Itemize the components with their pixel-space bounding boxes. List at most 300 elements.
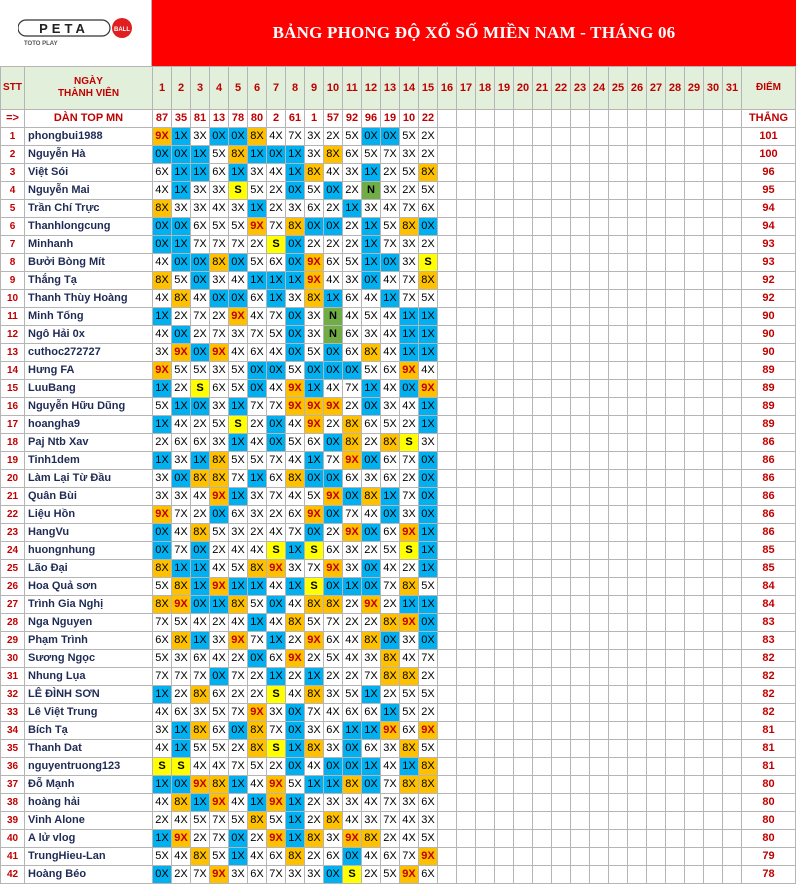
day-cell: 5X — [305, 182, 324, 200]
day-cell — [685, 200, 704, 218]
member-stt: 24 — [1, 542, 25, 560]
day-cell: 4X — [267, 164, 286, 182]
day-cell — [666, 488, 685, 506]
day-cell — [590, 398, 609, 416]
member-row — [1, 146, 796, 164]
member-stt: 31 — [1, 668, 25, 686]
day-cell: 0X — [153, 146, 172, 164]
day-cell — [552, 200, 571, 218]
day-cell: 0X — [324, 506, 343, 524]
day-cell: 2X — [343, 668, 362, 686]
day-cell — [457, 236, 476, 254]
day-cell: 1X — [419, 308, 438, 326]
day-cell — [666, 398, 685, 416]
day-cell: 9X — [400, 866, 419, 884]
day-cell — [704, 650, 723, 668]
day-cell — [571, 578, 590, 596]
day-cell — [590, 830, 609, 848]
member-row — [1, 218, 796, 236]
day-cell: 0X — [362, 524, 381, 542]
day-cell — [685, 650, 704, 668]
day-cell — [666, 182, 685, 200]
day-cell: 5X — [419, 290, 438, 308]
day-cell — [723, 200, 742, 218]
day-cell: 9X — [305, 398, 324, 416]
day-cell: 3X — [400, 254, 419, 272]
member-stt: 40 — [1, 830, 25, 848]
day-cell: 7X — [381, 236, 400, 254]
day-cell — [495, 560, 514, 578]
day-cell — [571, 632, 590, 650]
member-score: 86 — [742, 434, 796, 452]
day-cell: 5X — [381, 542, 400, 560]
prize-value — [609, 110, 628, 128]
day-cell: 7X — [267, 488, 286, 506]
day-cell: 2X — [267, 758, 286, 776]
day-cell — [514, 506, 533, 524]
day-cell: 1X — [229, 398, 248, 416]
day-cell: 5X — [248, 452, 267, 470]
day-cell — [647, 848, 666, 866]
day-cell — [609, 272, 628, 290]
day-cell — [723, 578, 742, 596]
day-cell — [704, 524, 723, 542]
day-cell: 6X — [210, 164, 229, 182]
day-cell — [628, 236, 647, 254]
header-day-10: 10 — [324, 67, 343, 110]
day-cell — [495, 434, 514, 452]
day-cell: 8X — [419, 164, 438, 182]
member-score: 93 — [742, 254, 796, 272]
prize-value — [571, 110, 590, 128]
day-cell: 5X — [324, 650, 343, 668]
day-cell: 6X — [381, 470, 400, 488]
day-cell — [704, 848, 723, 866]
day-cell: 7X — [381, 812, 400, 830]
prize-value — [495, 110, 514, 128]
day-cell — [685, 524, 704, 542]
day-cell — [704, 506, 723, 524]
day-cell — [533, 380, 552, 398]
day-cell: 3X — [153, 470, 172, 488]
day-cell: 1X — [153, 308, 172, 326]
day-cell — [533, 326, 552, 344]
day-cell: 8X — [305, 290, 324, 308]
day-cell: 5X — [419, 578, 438, 596]
day-cell — [514, 398, 533, 416]
day-cell: 0X — [286, 704, 305, 722]
day-cell: 1X — [191, 632, 210, 650]
day-cell: 3X — [267, 704, 286, 722]
member-name: Vinh Alone — [25, 812, 153, 830]
day-cell: 0X — [229, 722, 248, 740]
member-name: Ngô Hải 0x — [25, 326, 153, 344]
day-cell — [666, 164, 685, 182]
day-cell: 7X — [153, 614, 172, 632]
day-cell: 0X — [381, 128, 400, 146]
member-row — [1, 344, 796, 362]
title-bar — [152, 0, 796, 66]
day-cell — [609, 470, 628, 488]
day-cell — [647, 254, 666, 272]
day-cell: 9X — [248, 218, 267, 236]
day-cell — [533, 488, 552, 506]
day-cell: 0X — [324, 218, 343, 236]
member-name: nguyentruong123 — [25, 758, 153, 776]
day-cell: 8X — [419, 758, 438, 776]
member-score: 101 — [742, 128, 796, 146]
day-cell — [571, 866, 590, 884]
day-cell: 0X — [343, 362, 362, 380]
day-cell — [590, 362, 609, 380]
day-cell: 0X — [362, 560, 381, 578]
day-cell — [590, 614, 609, 632]
day-cell — [571, 344, 590, 362]
day-cell — [609, 668, 628, 686]
day-cell — [666, 632, 685, 650]
member-row — [1, 812, 796, 830]
day-cell — [476, 380, 495, 398]
day-cell: 7X — [229, 470, 248, 488]
day-cell — [514, 236, 533, 254]
day-cell: 1X — [343, 722, 362, 740]
day-cell: 1X — [248, 578, 267, 596]
day-cell — [685, 722, 704, 740]
prize-row — [1, 110, 796, 128]
day-cell: 0X — [172, 254, 191, 272]
day-cell: 9X — [343, 830, 362, 848]
day-cell — [438, 542, 457, 560]
day-cell — [685, 470, 704, 488]
member-name: Việt Sói — [25, 164, 153, 182]
day-cell — [723, 434, 742, 452]
member-stt: 28 — [1, 614, 25, 632]
prize-value: 61 — [286, 110, 305, 128]
day-cell: 4X — [343, 812, 362, 830]
member-name: LÊ ĐÌNH SƠN — [25, 686, 153, 704]
day-cell — [571, 488, 590, 506]
day-cell: 4X — [286, 596, 305, 614]
day-cell — [685, 434, 704, 452]
day-cell — [571, 218, 590, 236]
day-cell — [666, 200, 685, 218]
day-cell: 4X — [381, 308, 400, 326]
day-cell: 3X — [172, 200, 191, 218]
day-cell — [647, 668, 666, 686]
day-cell: 2X — [229, 740, 248, 758]
day-cell: 9X — [286, 650, 305, 668]
day-cell — [628, 200, 647, 218]
day-cell: 2X — [248, 236, 267, 254]
day-cell: 4X — [248, 776, 267, 794]
day-cell — [495, 596, 514, 614]
day-cell — [533, 794, 552, 812]
day-cell — [704, 776, 723, 794]
member-stt: 9 — [1, 272, 25, 290]
day-cell — [647, 290, 666, 308]
day-cell — [438, 686, 457, 704]
day-cell — [590, 254, 609, 272]
day-cell — [609, 434, 628, 452]
day-cell: 9X — [305, 416, 324, 434]
day-cell — [476, 704, 495, 722]
day-cell — [495, 380, 514, 398]
day-cell: 4X — [286, 452, 305, 470]
day-cell: 3X — [210, 434, 229, 452]
member-score: 82 — [742, 668, 796, 686]
member-row — [1, 470, 796, 488]
day-cell: 4X — [210, 200, 229, 218]
day-cell: 7X — [400, 488, 419, 506]
day-cell — [438, 416, 457, 434]
day-cell: 3X — [153, 344, 172, 362]
day-cell: 3X — [191, 128, 210, 146]
day-cell: 0X — [305, 362, 324, 380]
day-cell — [723, 632, 742, 650]
day-cell — [552, 758, 571, 776]
day-cell — [628, 308, 647, 326]
day-cell: 5X — [210, 740, 229, 758]
day-cell: 9X — [419, 848, 438, 866]
day-cell — [666, 830, 685, 848]
day-cell — [571, 686, 590, 704]
day-cell: 3X — [324, 740, 343, 758]
day-cell — [533, 164, 552, 182]
day-cell — [514, 650, 533, 668]
day-cell — [476, 794, 495, 812]
day-cell: 7X — [248, 632, 267, 650]
day-cell: 0X — [286, 182, 305, 200]
day-cell — [495, 668, 514, 686]
day-cell — [609, 416, 628, 434]
member-score: 86 — [742, 452, 796, 470]
day-cell — [723, 308, 742, 326]
day-cell — [533, 200, 552, 218]
day-cell: 7X — [153, 668, 172, 686]
day-cell — [723, 182, 742, 200]
day-cell — [514, 416, 533, 434]
day-cell — [457, 326, 476, 344]
day-cell: 9X — [153, 506, 172, 524]
day-cell — [533, 182, 552, 200]
day-cell — [457, 182, 476, 200]
day-cell — [685, 290, 704, 308]
day-cell — [723, 560, 742, 578]
day-cell: 0X — [324, 866, 343, 884]
day-cell — [438, 290, 457, 308]
day-cell: 4X — [153, 704, 172, 722]
day-cell: 8X — [153, 596, 172, 614]
day-cell — [533, 596, 552, 614]
day-cell: 6X — [305, 200, 324, 218]
day-cell: 0X — [362, 578, 381, 596]
day-cell: 0X — [248, 362, 267, 380]
member-stt: 10 — [1, 290, 25, 308]
day-cell: 7X — [267, 722, 286, 740]
day-cell: 2X — [191, 416, 210, 434]
day-cell — [438, 362, 457, 380]
day-cell — [609, 200, 628, 218]
day-cell: 0X — [419, 452, 438, 470]
day-cell: 5X — [381, 866, 400, 884]
day-cell: 1X — [191, 452, 210, 470]
day-cell: 5X — [210, 848, 229, 866]
day-cell: 9X — [267, 560, 286, 578]
day-cell: 1X — [362, 164, 381, 182]
member-stt: 39 — [1, 812, 25, 830]
day-cell — [457, 740, 476, 758]
day-cell: 3X — [248, 506, 267, 524]
day-cell — [647, 488, 666, 506]
day-cell: 2X — [324, 524, 343, 542]
day-cell — [457, 164, 476, 182]
day-cell — [723, 704, 742, 722]
member-stt: 18 — [1, 434, 25, 452]
day-cell — [457, 812, 476, 830]
day-cell — [514, 794, 533, 812]
day-cell — [495, 182, 514, 200]
day-cell: 5X — [286, 776, 305, 794]
day-cell — [647, 506, 666, 524]
day-cell — [647, 632, 666, 650]
day-cell: 0X — [248, 380, 267, 398]
day-cell: 2X — [153, 812, 172, 830]
day-cell — [685, 560, 704, 578]
day-cell — [628, 380, 647, 398]
day-cell — [476, 614, 495, 632]
day-cell — [438, 758, 457, 776]
day-cell: 5X — [210, 218, 229, 236]
prize-value — [628, 110, 647, 128]
day-cell: 7X — [172, 506, 191, 524]
day-cell — [552, 560, 571, 578]
day-cell: 4X — [400, 650, 419, 668]
day-cell — [438, 470, 457, 488]
day-cell — [552, 164, 571, 182]
day-cell: 6X — [381, 524, 400, 542]
header-day-20: 20 — [514, 67, 533, 110]
day-cell — [571, 704, 590, 722]
day-cell — [514, 434, 533, 452]
day-cell: 2X — [419, 668, 438, 686]
member-score: 81 — [742, 758, 796, 776]
day-cell — [438, 182, 457, 200]
header-day-8: 8 — [286, 67, 305, 110]
day-cell: 0X — [153, 542, 172, 560]
prize-value — [685, 110, 704, 128]
day-cell: 2X — [362, 866, 381, 884]
day-cell: 9X — [248, 704, 267, 722]
day-cell — [533, 848, 552, 866]
day-cell: 0X — [267, 596, 286, 614]
day-cell: 2X — [191, 506, 210, 524]
day-cell — [647, 650, 666, 668]
day-cell — [571, 794, 590, 812]
day-cell — [704, 578, 723, 596]
day-cell: 1X — [248, 200, 267, 218]
day-cell — [609, 596, 628, 614]
day-cell — [476, 668, 495, 686]
day-cell: 0X — [381, 506, 400, 524]
day-cell — [457, 560, 476, 578]
day-cell — [438, 650, 457, 668]
day-cell: 5X — [419, 830, 438, 848]
day-cell — [571, 362, 590, 380]
member-row — [1, 236, 796, 254]
day-cell: 6X — [210, 380, 229, 398]
day-cell — [514, 596, 533, 614]
day-cell: 6X — [343, 290, 362, 308]
day-cell: 3X — [400, 506, 419, 524]
day-cell — [685, 794, 704, 812]
day-cell: 8X — [362, 830, 381, 848]
day-cell — [457, 866, 476, 884]
day-cell: 1X — [172, 722, 191, 740]
day-cell — [552, 776, 571, 794]
header-day-9: 9 — [305, 67, 324, 110]
day-cell: 1X — [362, 254, 381, 272]
day-cell — [590, 686, 609, 704]
day-cell — [457, 452, 476, 470]
day-cell — [609, 740, 628, 758]
member-row — [1, 668, 796, 686]
day-cell: 1X — [248, 614, 267, 632]
day-cell: 0X — [362, 776, 381, 794]
day-cell — [438, 272, 457, 290]
day-cell — [533, 344, 552, 362]
member-score: 82 — [742, 686, 796, 704]
day-cell: 5X — [191, 740, 210, 758]
member-row — [1, 596, 796, 614]
day-cell: 1X — [172, 560, 191, 578]
day-cell — [704, 794, 723, 812]
day-cell — [647, 272, 666, 290]
day-cell — [552, 488, 571, 506]
header-day-23: 23 — [571, 67, 590, 110]
member-stt: 32 — [1, 686, 25, 704]
prize-value: 92 — [343, 110, 362, 128]
day-cell — [476, 362, 495, 380]
day-cell: 4X — [286, 686, 305, 704]
day-cell: 9X — [400, 362, 419, 380]
day-cell: 9X — [210, 578, 229, 596]
day-cell — [704, 416, 723, 434]
prize-value — [533, 110, 552, 128]
day-cell: 1X — [324, 776, 343, 794]
day-cell — [514, 344, 533, 362]
day-cell: 5X — [362, 146, 381, 164]
day-cell — [647, 452, 666, 470]
member-name: hoàng hải — [25, 794, 153, 812]
day-cell: 0X — [362, 452, 381, 470]
day-cell — [647, 542, 666, 560]
day-cell: 4X — [191, 290, 210, 308]
header-day-12: 12 — [362, 67, 381, 110]
day-cell — [571, 668, 590, 686]
day-cell — [571, 524, 590, 542]
day-cell — [457, 614, 476, 632]
day-cell — [723, 254, 742, 272]
day-cell: 1X — [305, 776, 324, 794]
member-row — [1, 326, 796, 344]
day-cell — [514, 182, 533, 200]
day-cell — [647, 704, 666, 722]
day-cell: 4X — [343, 632, 362, 650]
day-cell: S — [305, 578, 324, 596]
day-cell: 8X — [153, 272, 172, 290]
day-cell — [666, 650, 685, 668]
day-cell — [590, 146, 609, 164]
